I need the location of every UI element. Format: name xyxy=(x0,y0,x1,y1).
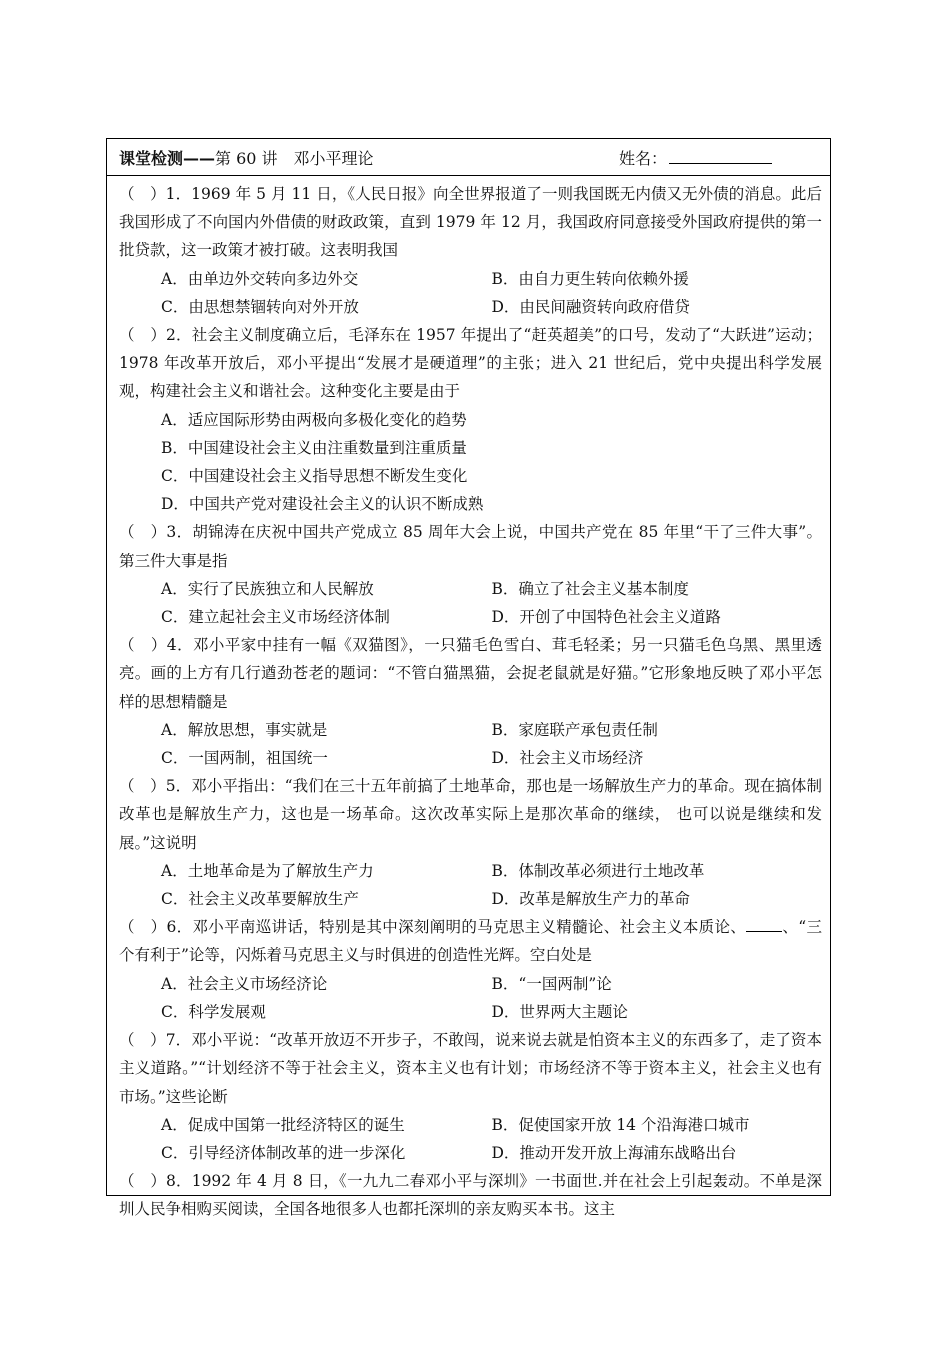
q4-option-c[interactable]: C．一国两制，祖国统一 xyxy=(161,749,328,768)
q7-option-c[interactable]: C．引导经济体制改革的进一步深化 xyxy=(161,1143,406,1162)
q1-option-b[interactable]: B．由自力更生转向依赖外援 xyxy=(491,269,689,288)
question-7-options-row-2 xyxy=(119,1139,822,1167)
question-list xyxy=(107,176,830,1224)
question-4-stem: （ ）4．邓小平家中挂有一幅《双猫图》，一只猫毛色雪白、茸毛轻柔；另一只猫毛色乌黑、黑里透亮。画的上方有几行遒劲苍老的题词：“不管白猫黑猫，会捉老鼠就是好猫。”它形象地反映了邓小平怎样的思想精髓是 xyxy=(119,636,822,711)
question-6-options-row-1 xyxy=(119,970,822,998)
q1-option-a[interactable]: A．由单边外交转向多边外交 xyxy=(161,269,359,288)
q5-option-b[interactable]: B．体制改革必须进行土地改革 xyxy=(491,861,705,880)
q3-option-a[interactable]: A．实行了民族独立和人民解放 xyxy=(161,579,374,598)
quiz-sheet xyxy=(106,138,831,1219)
question-7-stem: （ ）7．邓小平说：“改革开放迈不开步子，不敢闯，说来说去就是怕资本主义的东西多了，走了资本主义道路。”“计划经济不等于社会主义，资本主义也有计划；市场经济不等于资本主义，社会主义也有市场。”这些论断 xyxy=(119,1031,822,1106)
q2-option-b[interactable]: B．中国建设社会主义由注重数量到注重质量 xyxy=(161,438,467,457)
question-6-options-row-2 xyxy=(119,998,822,1026)
q6-option-b[interactable]: B．“一国两制”论 xyxy=(491,974,612,993)
q4-option-a[interactable]: A．解放思想，事实就是 xyxy=(161,720,328,739)
q3-option-d[interactable]: D．开创了中国特色社会主义道路 xyxy=(491,608,721,627)
q2-option-c[interactable]: C．中国建设社会主义指导思想不断发生变化 xyxy=(161,467,468,486)
question-8-stem: （ ）8．1992 年 4 月 8 日，《一九九二春邓小平与深圳》一书面世.并在社会上引起轰动。不单是深圳人民争相购买阅读，全国各地很多人也都托深圳的亲友购买本书。这主 xyxy=(119,1172,822,1219)
q5-option-a[interactable]: A．土地革命是为了解放生产力 xyxy=(161,861,374,880)
question-3-options-row-1 xyxy=(119,575,822,603)
q3-option-c[interactable]: C．建立起社会主义市场经济体制 xyxy=(161,608,390,627)
q6-option-d[interactable]: D．世界两大主题论 xyxy=(491,1002,628,1021)
q5-option-d[interactable]: D．改革是解放生产力的革命 xyxy=(491,890,690,909)
title-bold: 课堂检测—— xyxy=(119,149,216,168)
q6-stem-after: 、“三个有利于”论等，闪烁着马克思主义与时俱进的创造性光辉。空白处是 xyxy=(119,918,822,965)
question-1-options-row-2 xyxy=(119,293,822,321)
q6-option-a[interactable]: A．社会主义市场经济论 xyxy=(161,974,328,993)
question-4-options-row-1 xyxy=(119,716,822,744)
question-1-stem: （ ）1．1969 年 5 月 11 日，《人民日报》向全世界报道了一则我国既无内债又无外债的消息。此后我国形成了不向国内外借债的财政政策，直到 1979 年 12 月，我国政府同意接受外国政府提供的第一批贷款，这一政策才被打破。这表明我国 xyxy=(119,185,822,260)
question-2-stem: （ ）2．社会主义制度确立后，毛泽东在 1957 年提出了“赶英超美”的口号，发动了“大跃进”运动；1978 年改革开放后，邓小平提出“发展才是硬道理”的主张；进入 21 世纪后，党中央提出科学发展观，构建社会主义和谐社会。这种变化主要是由于 xyxy=(119,326,822,401)
question-6-stem xyxy=(119,913,822,969)
question-3-stem: （ ）3．胡锦涛在庆祝中国共产党成立 85 周年大会上说，中国共产党在 85 年里“干了三件大事”。第三件大事是指 xyxy=(119,523,822,570)
question-4-options-row-2 xyxy=(119,744,822,772)
q5-option-c[interactable]: C．社会主义改革要解放生产 xyxy=(161,890,359,909)
name-field[interactable] xyxy=(669,163,772,164)
q2-option-a[interactable]: A．适应国际形势由两极向多极化变化的趋势 xyxy=(161,410,467,429)
q1-option-d[interactable]: D．由民间融资转向政府借贷 xyxy=(491,297,690,316)
sheet-header xyxy=(107,139,830,176)
q3-option-b[interactable]: B．确立了社会主义基本制度 xyxy=(491,579,689,598)
name-label: 姓名： xyxy=(619,149,668,168)
page-title xyxy=(119,146,374,169)
q7-option-b[interactable]: B．促使国家开放 14 个沿海港口城市 xyxy=(491,1115,750,1134)
q6-option-c[interactable]: C．科学发展观 xyxy=(161,1002,266,1021)
q2-option-d[interactable]: D．中国共产党对建设社会主义的认识不断成熟 xyxy=(161,495,484,514)
question-1-options-row-1 xyxy=(119,265,822,293)
q7-option-d[interactable]: D．推动开发开放上海浦东战略出台 xyxy=(491,1143,737,1162)
question-7-options-row-1 xyxy=(119,1111,822,1139)
question-5-stem: （ ）5．邓小平指出：“我们在三十五年前搞了土地革命，那也是一场解放生产力的革命。现在搞体制改革也是解放生产力，这也是一场革命。这次改革实际上是那次革命的继续， 也可以说是继续和发展。”这说明 xyxy=(119,777,822,852)
q7-option-a[interactable]: A．促成中国第一批经济特区的诞生 xyxy=(161,1115,405,1134)
question-3-options-row-2 xyxy=(119,603,822,631)
fill-in-blank xyxy=(746,915,782,932)
title-rest: 第 60 讲 邓小平理论 xyxy=(215,149,374,168)
q4-option-b[interactable]: B．家庭联产承包责任制 xyxy=(491,720,658,739)
q1-option-c[interactable]: C．由思想禁锢转向对外开放 xyxy=(161,297,359,316)
question-5-options-row-1 xyxy=(119,857,822,885)
q4-option-d[interactable]: D．社会主义市场经济 xyxy=(491,749,644,768)
q6-stem-before: （ ）6．邓小平南巡讲话，特别是其中深刻阐明的马克思主义精髓论、社会主义本质论、 xyxy=(119,918,747,937)
question-5-options-row-2 xyxy=(119,885,822,913)
